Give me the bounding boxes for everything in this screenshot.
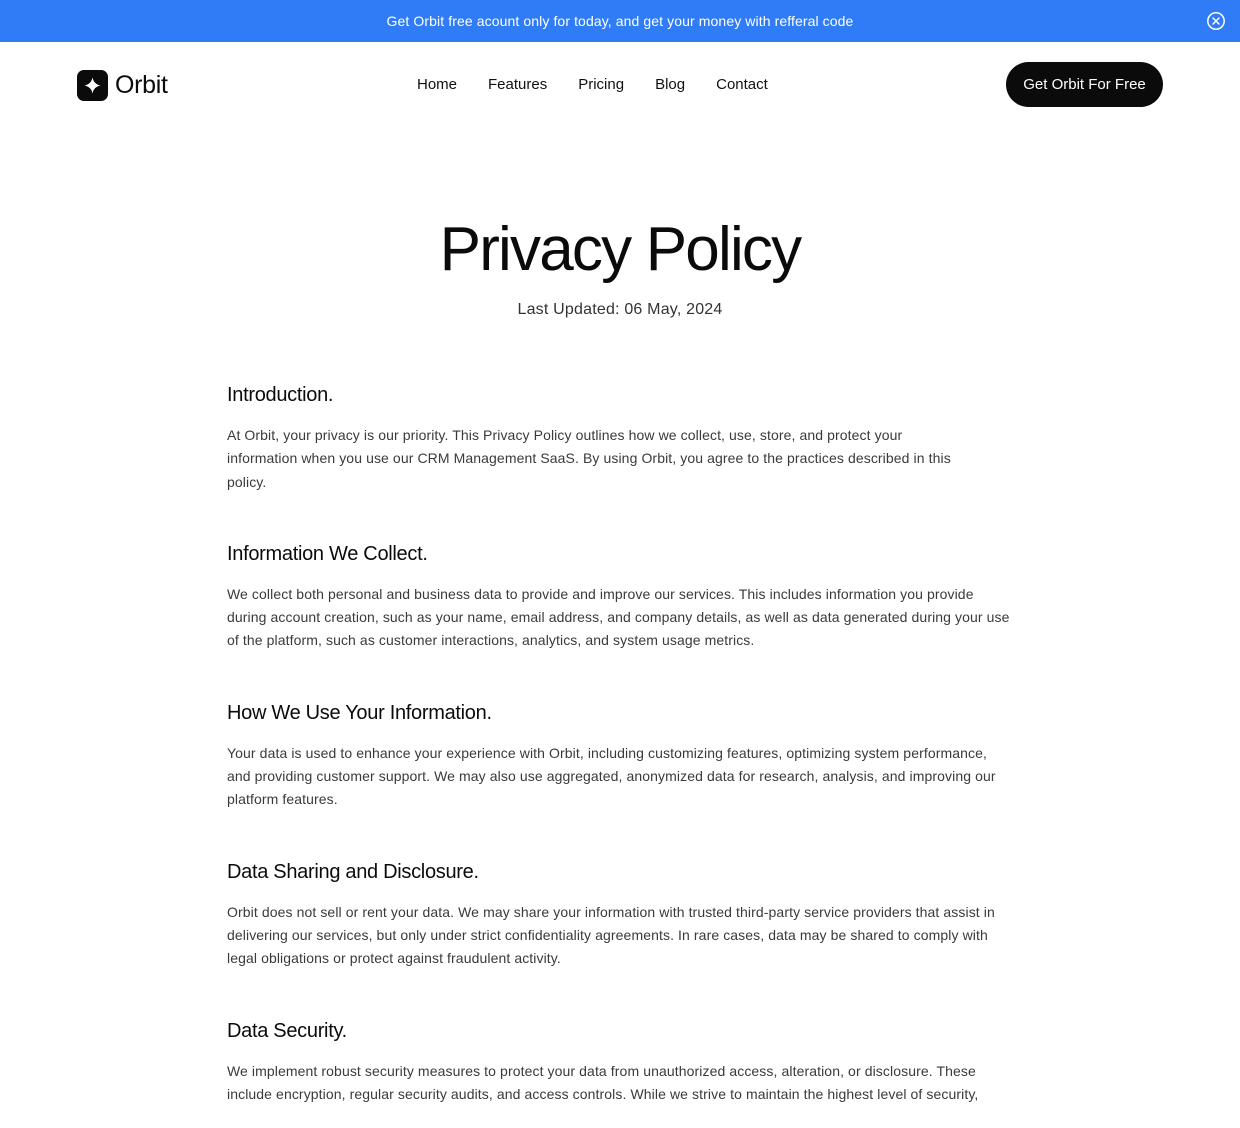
announcement-bar <box>0 0 1240 42</box>
nav-link-contact[interactable]: Contact <box>716 76 768 93</box>
get-orbit-button[interactable]: Get Orbit For Free <box>1006 62 1163 107</box>
section-heading: How We Use Your Information. <box>227 701 492 724</box>
section-information-we-collect <box>227 539 1017 653</box>
section-body: At Orbit, your privacy is our priority. This Privacy Policy outlines how we collect, use, store, and protect your information when you use our CRM Management SaaS. By using Orbit, you agree to the practices described in this policy. <box>227 427 951 490</box>
section-body: We collect both personal and business data to provide and improve our services. This includes information you provide during account creation, such as your name, email address, and company details, as well as data generated during your use of the platform, such as customer interactions, analytics, and system usage metrics. <box>227 585 1010 649</box>
section-data-sharing <box>227 857 1017 971</box>
section-body: Your data is used to enhance your experience with Orbit, including customizing features, optimizing system performance, and providing customer support. We may also use aggregated, anonymized data for research, analysis, and improving our platform features. <box>227 744 996 808</box>
last-updated: Last Updated: 06 May, 2024 <box>517 301 723 318</box>
section-heading: Information We Collect. <box>227 542 428 565</box>
nav-link-blog[interactable]: Blog <box>655 76 686 93</box>
nav-links <box>417 76 768 93</box>
section-heading: Data Security. <box>227 1019 347 1042</box>
logo[interactable] <box>77 69 168 101</box>
nav-link-home[interactable]: Home <box>417 76 458 93</box>
section-introduction <box>227 380 1017 494</box>
policy-content <box>227 380 1017 1128</box>
close-circle-icon[interactable] <box>1206 11 1226 31</box>
nav-link-features[interactable]: Features <box>488 76 548 93</box>
section-body: Orbit does not sell or rent your data. We may share your information with trusted third-party service providers that assist in delivering our services, but only under strict confidentiality agreements. In rare cases, data may be shared to comply with legal obligations or protect against fraudulent activity. <box>227 903 995 967</box>
page-title: Privacy Policy <box>439 215 801 284</box>
logo-text: Orbit <box>115 70 168 99</box>
nav-link-pricing[interactable]: Pricing <box>578 76 625 93</box>
section-data-security <box>227 1016 1017 1107</box>
top-navigation <box>0 42 1240 128</box>
section-body: We implement robust security measures to protect your data from unauthorized access, alteration, or disclosure. These include encryption, regular security audits, and access controls. While we strive to maintain the highest level of security, <box>227 1062 979 1102</box>
announcement-text: Get Orbit free acount only for today, and get your money with refferal code <box>386 13 854 29</box>
sparkle-icon <box>77 70 108 101</box>
section-heading: Data Sharing and Disclosure. <box>227 860 479 883</box>
section-how-we-use <box>227 698 1017 812</box>
section-heading: Introduction. <box>227 384 334 406</box>
